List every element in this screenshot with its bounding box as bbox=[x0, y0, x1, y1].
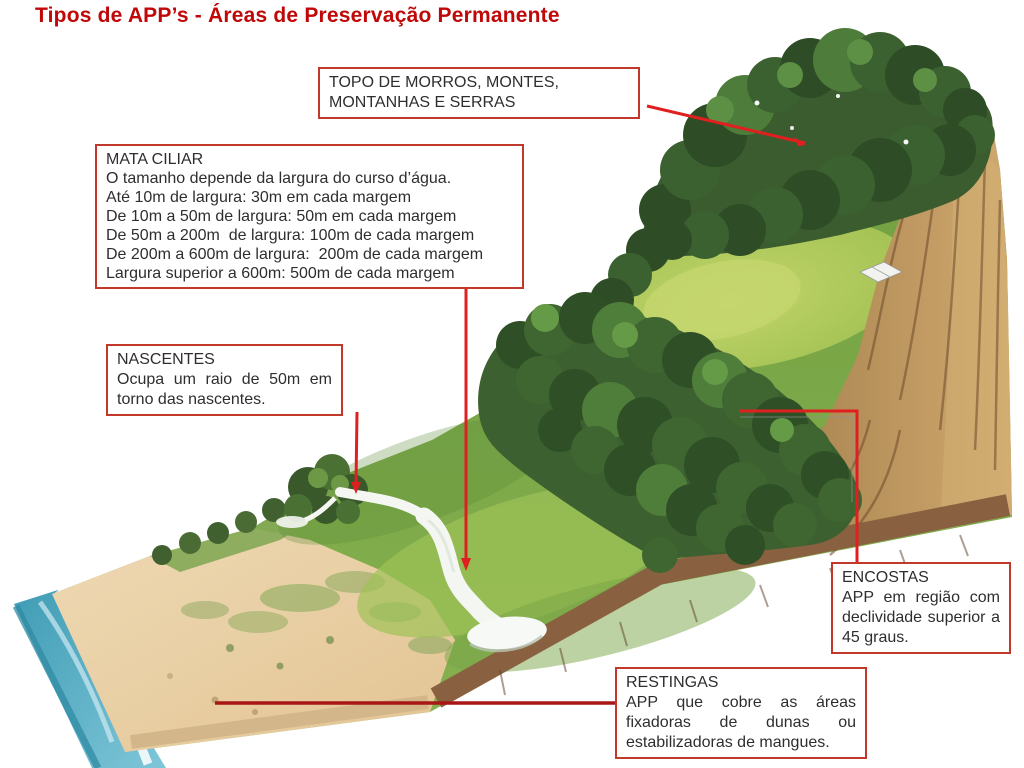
callout-encostas bbox=[831, 562, 1011, 654]
callout-mata-ciliar bbox=[95, 144, 524, 289]
callout-restingas-body: APP que cobre as áreas fixadoras de dunas ou estabilizadoras de mangues. bbox=[626, 694, 856, 751]
callout-topo-morros bbox=[318, 67, 640, 119]
callout-mata-line: De 10m a 50m de largura: 50m em cada margem bbox=[106, 208, 457, 225]
callout-topo-text: TOPO DE MORROS, MONTES, MONTANHAS E SERRAS bbox=[329, 74, 559, 111]
callout-encostas-body: APP em região com declividade superior a 45 graus. bbox=[842, 589, 1000, 646]
callout-nascentes bbox=[106, 344, 343, 416]
callout-mata-line: Até 10m de largura: 30m em cada margem bbox=[106, 189, 412, 206]
callout-nascentes-body: Ocupa um raio de 50m em torno das nascentes. bbox=[117, 371, 332, 408]
callout-mata-line: De 50m a 200m de largura: 100m de cada margem bbox=[106, 227, 475, 244]
callout-encostas-title: ENCOSTAS bbox=[842, 569, 929, 586]
callout-nascentes-title: NASCENTES bbox=[117, 351, 215, 368]
callout-restingas-title: RESTINGAS bbox=[626, 674, 719, 691]
callout-mata-title: MATA CILIAR bbox=[106, 151, 204, 168]
nascentes-connector-line bbox=[356, 412, 357, 486]
callout-mata-line: De 200m a 600m de largura: 200m de cada margem bbox=[106, 246, 484, 263]
callout-mata-line: O tamanho depende da largura do curso d’água. bbox=[106, 170, 452, 187]
callout-restingas bbox=[615, 667, 867, 759]
callout-mata-line: Largura superior a 600m: 500m de cada margem bbox=[106, 265, 455, 282]
page-title: Tipos de APP’s - Áreas de Preservação Permanente bbox=[35, 4, 560, 27]
